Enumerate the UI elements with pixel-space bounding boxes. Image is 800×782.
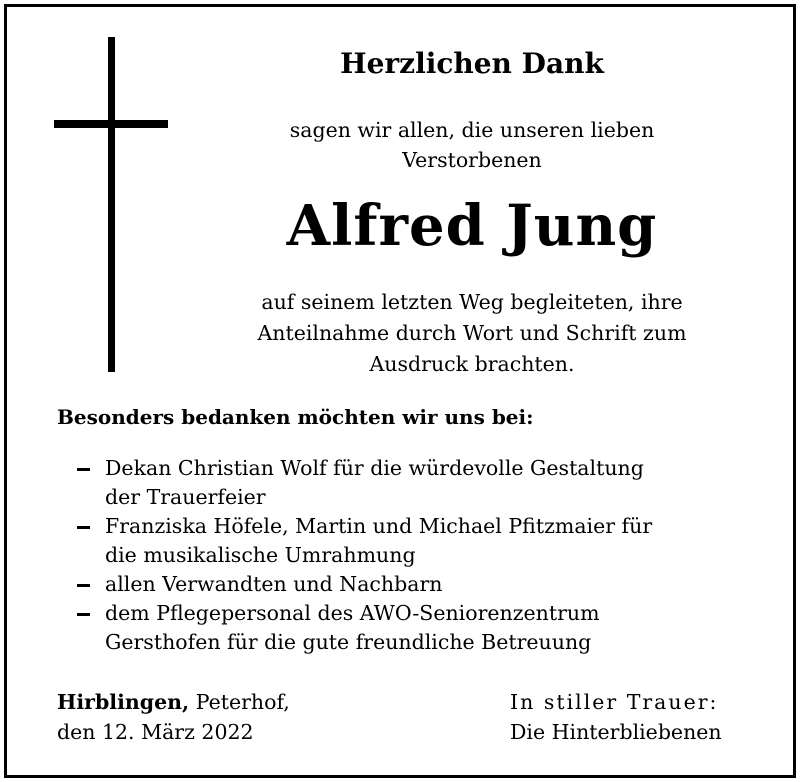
closing-text: In stiller Trauer:: [510, 690, 719, 714]
list-item: Dekan Christian Wolf für die würdevolle Gestaltung der Trauerfeier: [77, 454, 652, 512]
place-date: [57, 687, 290, 747]
list-item: dem Pflegepersonal des AWO-Seniorenzentrum Gersthofen für die gute freundliche Betreuung: [77, 599, 652, 657]
deceased-name: Alfred Jung: [286, 193, 658, 259]
obituary-card: [4, 4, 796, 778]
place-detail: Peterhof,: [189, 690, 290, 714]
date: den 12. März 2022: [57, 720, 254, 744]
signature: Die Hinterbliebenen: [510, 720, 722, 744]
outro-text: auf seinem letzten Weg begleiteten, ihre Anteilnahme durch Wort und Schrift zum Ausdruck brachten.: [257, 290, 687, 376]
cross-icon-bar: [54, 120, 168, 128]
thanks-list: [77, 454, 652, 657]
cross-icon: [108, 37, 115, 372]
heading: Herzlichen Dank: [340, 47, 604, 80]
intro-text: sagen wir allen, die unseren lieben Verstorbenen: [289, 118, 655, 172]
thanks-heading: Besonders bedanken möchten wir uns bei:: [57, 405, 534, 429]
place-name: Hirblingen,: [57, 690, 190, 714]
signature-block: [510, 687, 722, 747]
list-item: allen Verwandten und Nachbarn: [77, 570, 652, 599]
list-item: Franziska Höfele, Martin und Michael Pfitzmaier für die musikalische Umrahmung: [77, 512, 652, 570]
